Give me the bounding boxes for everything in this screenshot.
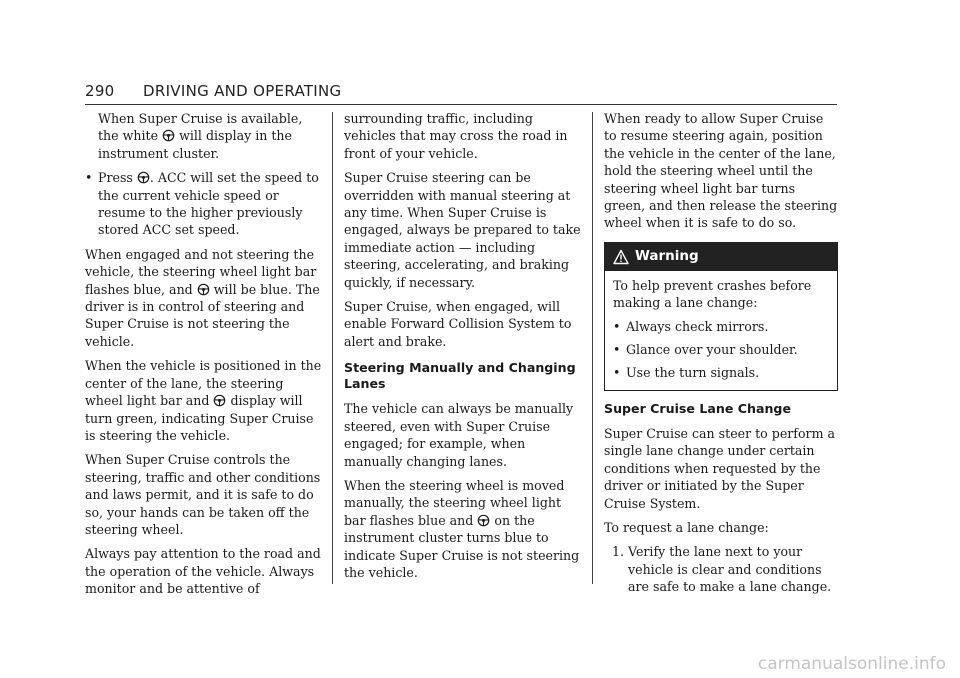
steering-wheel-icon (162, 129, 175, 142)
list-item: • Use the turn signals. (613, 364, 829, 381)
page-header (85, 82, 837, 105)
step-number: 1. (612, 544, 625, 560)
list-item: • Glance over your shoulder. (613, 341, 829, 358)
paragraph: Always pay attention to the road and the operation of the vehicle. Always monitor and be attentive of (85, 546, 321, 597)
paragraph: Super Cruise can steer to perform a single lane change under certain conditions when requested by the driver or initiated by the Super Cruise System. (604, 425, 836, 511)
paragraph: The vehicle can always be manually steered, even with Super Cruise engaged; for example, when manually changing lanes. (344, 401, 574, 469)
warning-intro: To help prevent crashes before making a lane change: (613, 277, 812, 311)
list-item: • Always check mirrors. (613, 318, 829, 335)
paragraph: When engaged and not steering the vehicle, the steering wheel light bar flashes blue, and will be blue. The driver is in control of steering and Super Cruise is not steering the vehicle. (85, 246, 320, 349)
section-title: DRIVING AND OPERATING (143, 82, 342, 100)
paragraph: When Super Cruise is available, the white will display in the instrument cluster. (98, 111, 303, 161)
numbered-step (604, 543, 838, 595)
paragraph: Super Cruise, when engaged, will enable Forward Collision System to alert and brake. (344, 299, 572, 349)
column-1 (85, 110, 323, 605)
section-heading: Steering Manually and Changing Lanes (344, 360, 576, 392)
column-divider (592, 112, 593, 584)
warning-box (604, 242, 838, 391)
step-text: Verify the lane next to your vehicle is clear and conditions are safe to make a lane change. (628, 544, 832, 595)
paragraph: When the steering wheel is moved manually, the steering wheel light bar flashes blue and on the instrument cluster turns blue to indicate Super Cruise is not steering the vehicle. (344, 477, 580, 580)
paragraph: surrounding traffic, including vehicles that may cross the road in front of your vehicle. (344, 111, 568, 161)
watermark: carmanualsonline.info (757, 654, 946, 674)
column-2 (344, 110, 582, 588)
list-item: • Press . ACC will set the speed to the current vehicle speed or resume to the higher previously stored ACC set speed. (85, 169, 323, 239)
section-heading: Super Cruise Lane Change (604, 400, 791, 416)
warning-triangle-icon (613, 249, 629, 265)
steering-wheel-icon (137, 171, 150, 184)
column-3 (604, 110, 838, 603)
paragraph: When Super Cruise controls the steering, traffic and other conditions and laws permit, and it is safe to do so, your hands can be taken off the steering wheel. (85, 452, 321, 537)
paragraph: Super Cruise steering can be overridden with manual steering at any time. When Super Cruise is engaged, always be prepared to take immediate action — including steering, accelerating, and braking quickly, if necessary. (344, 170, 581, 290)
steering-wheel-icon (213, 394, 226, 407)
paragraph: To request a lane change: (604, 519, 769, 535)
warning-header (605, 243, 837, 271)
column-divider (332, 112, 333, 584)
page-number: 290 (85, 82, 115, 100)
steering-wheel-icon (197, 283, 210, 296)
paragraph: When the vehicle is positioned in the center of the lane, the steering wheel light bar and display will turn green, indicating Super Cruise is steering the vehicle. (85, 358, 322, 443)
warning-title: Warning (635, 248, 699, 265)
steering-wheel-icon (477, 514, 490, 527)
warning-body (605, 271, 837, 390)
paragraph: When ready to allow Super Cruise to resume steering again, position the vehicle in the center of the lane, hold the steering wheel until the steering wheel light bar turns green, and then release the steering wheel when it is safe to do so. (604, 111, 838, 231)
